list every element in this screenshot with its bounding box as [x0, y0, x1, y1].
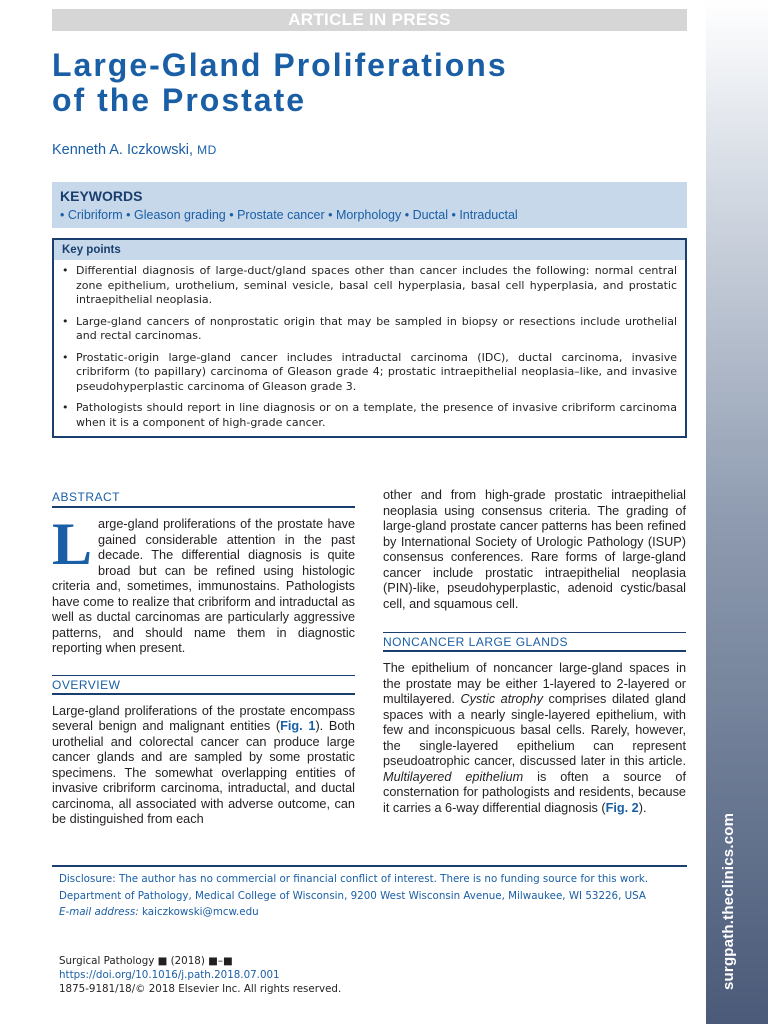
email-label: E-mail address: — [59, 906, 139, 918]
journal-info — [59, 954, 341, 996]
drop-cap: L — [52, 511, 93, 577]
abstract-heading: ABSTRACT — [52, 488, 355, 508]
keywords-box — [52, 182, 687, 228]
term-cystic-atrophy: Cystic atrophy — [460, 692, 543, 706]
key-point: • Large-gland cancers of nonprostatic origin that may be sampled in biopsy or resections include urothelial and rectal carcinomas. — [62, 315, 677, 344]
overview-heading: OVERVIEW — [52, 675, 355, 695]
left-column — [52, 488, 355, 828]
term-multilayered-epithelium: Multilayered epithelium — [383, 769, 524, 784]
key-points-list — [54, 260, 685, 430]
figure-2-link[interactable]: Fig. 2 — [605, 800, 639, 815]
title-line-1: Large-Gland Proliferations — [52, 47, 508, 83]
overview-continued: other and from high-grade prostatic intraepithelial neoplasia using consensus criteria. The grading of large-gland prostate cancer patterns has been refined by International Society of Urologic Pathology (ISUP) consensus conferences. Rare forms of large-gland cancer include prostatic intraepithelial neoplasia (PIN)-like, pseudohyperplastic, adenoid cystic/basal cell, and squamous cell. — [383, 488, 686, 611]
title-line-2: of the Prostate — [52, 82, 307, 118]
key-points-heading: Key points — [54, 240, 685, 260]
key-points-box — [52, 238, 687, 438]
noncancer-text-part: ). — [638, 800, 647, 815]
disclosure-note: Disclosure: The author has no commercial or financial conflict of interest. There is no funding source for this work. — [59, 873, 649, 885]
doi-link[interactable]: https://doi.org/10.1016/j.path.2018.07.001 — [59, 969, 280, 981]
key-point: • Differential diagnosis of large-duct/gland spaces other than cancer includes the following: normal central zone epithelium, urothelium, seminal vesicle, basal cell hyperplasia, basal cell hyperplasia, and prostatic intraepithelial neoplasia. — [62, 264, 677, 308]
noncancer-text — [383, 661, 686, 816]
overview-text — [52, 704, 355, 828]
author-name: Kenneth A. Iczkowski, — [52, 142, 198, 158]
noncancer-heading: NONCANCER LARGE GLANDS — [383, 632, 686, 652]
overview-text-part: ). Both urothelial and colorectal cancer can produce large cancer glands and are sampled by some prostatic specimens. The somewhat overlapping entities of invasive cribriform carcinoma, intraductal, and ductal carcinoma, all associated with adverse outcome, can be distinguished from each — [52, 719, 355, 826]
noncancer-text-part: The epithelium of noncancer large-gland spaces in the prostate may be either 1-layered to 2-layered or multilayered. — [383, 661, 686, 706]
noncancer-text-part: is often a source of consternation for pathologists and residents, because it carries a 6-way differential diagnosis ( — [383, 769, 686, 815]
key-point: • Pathologists should report in line diagnosis or on a template, the presence of invasive cribriform carcinoma when it is a component of high-grade cancer. — [62, 401, 677, 430]
overview-text-part: Large-gland proliferations of the prostate encompass several benign and malignant entities ( — [52, 703, 355, 733]
key-point: • Prostatic-origin large-gland cancer includes intraductal carcinoma (IDC), ductal carcinoma, invasive cribriform (to papillary) carcinoma of Gleason grade 4; prostatic intraepithelial neoplasia–like, and invasive pseudohyperplastic carcinoma of Gleason grade 3. — [62, 351, 677, 395]
email-note — [59, 905, 681, 920]
article-title — [52, 48, 692, 118]
footnotes — [59, 872, 681, 922]
journal-sidebar — [706, 0, 768, 1024]
abstract-text — [52, 511, 355, 657]
noncancer-text-part: comprises dilated gland spaces with a nearly single-layered epithelium, with few and inconspicuous basal cells. Rarely, however, the single-layered epithelium can represent pseudoatrophic cancer, discussed later in this article. — [383, 692, 686, 768]
copyright-line: 1875-9181/18/© 2018 Elsevier Inc. All rights reserved. — [59, 983, 342, 995]
author-degree: MD — [197, 143, 217, 157]
footnote-divider — [52, 865, 687, 867]
article-in-press-banner: ARTICLE IN PRESS — [52, 9, 687, 31]
affiliation-note: Department of Pathology, Medical College of Wisconsin, 9200 West Wisconsin Avenue, Milwaukee, WI 53226, USA — [59, 889, 646, 902]
keywords-list: • Cribriform • Gleason grading • Prostate cancer • Morphology • Ductal • Intraductal — [60, 208, 518, 222]
right-column — [383, 488, 686, 816]
author-line — [52, 142, 217, 158]
email-address[interactable]: kaiczkowski@mcw.edu — [138, 906, 259, 918]
figure-1-link[interactable]: Fig. 1 — [280, 719, 316, 733]
abstract-body: arge-gland proliferations of the prostate have gained considerable attention in the past decade. The differential diagnosis is quite broad but can be refined using histologic criteria and, sometimes, immunostains. Pathologists have come to realize that cribriform and intraductal as well as ductal carcinomas are particularly aggressive patterns, and should name them in diagnostic reporting when present. — [52, 517, 355, 655]
keywords-heading: KEYWORDS — [60, 188, 143, 204]
journal-citation: Surgical Pathology ■ (2018) ■–■ — [59, 955, 233, 967]
journal-url: surgpath.theclinics.com — [720, 812, 737, 990]
